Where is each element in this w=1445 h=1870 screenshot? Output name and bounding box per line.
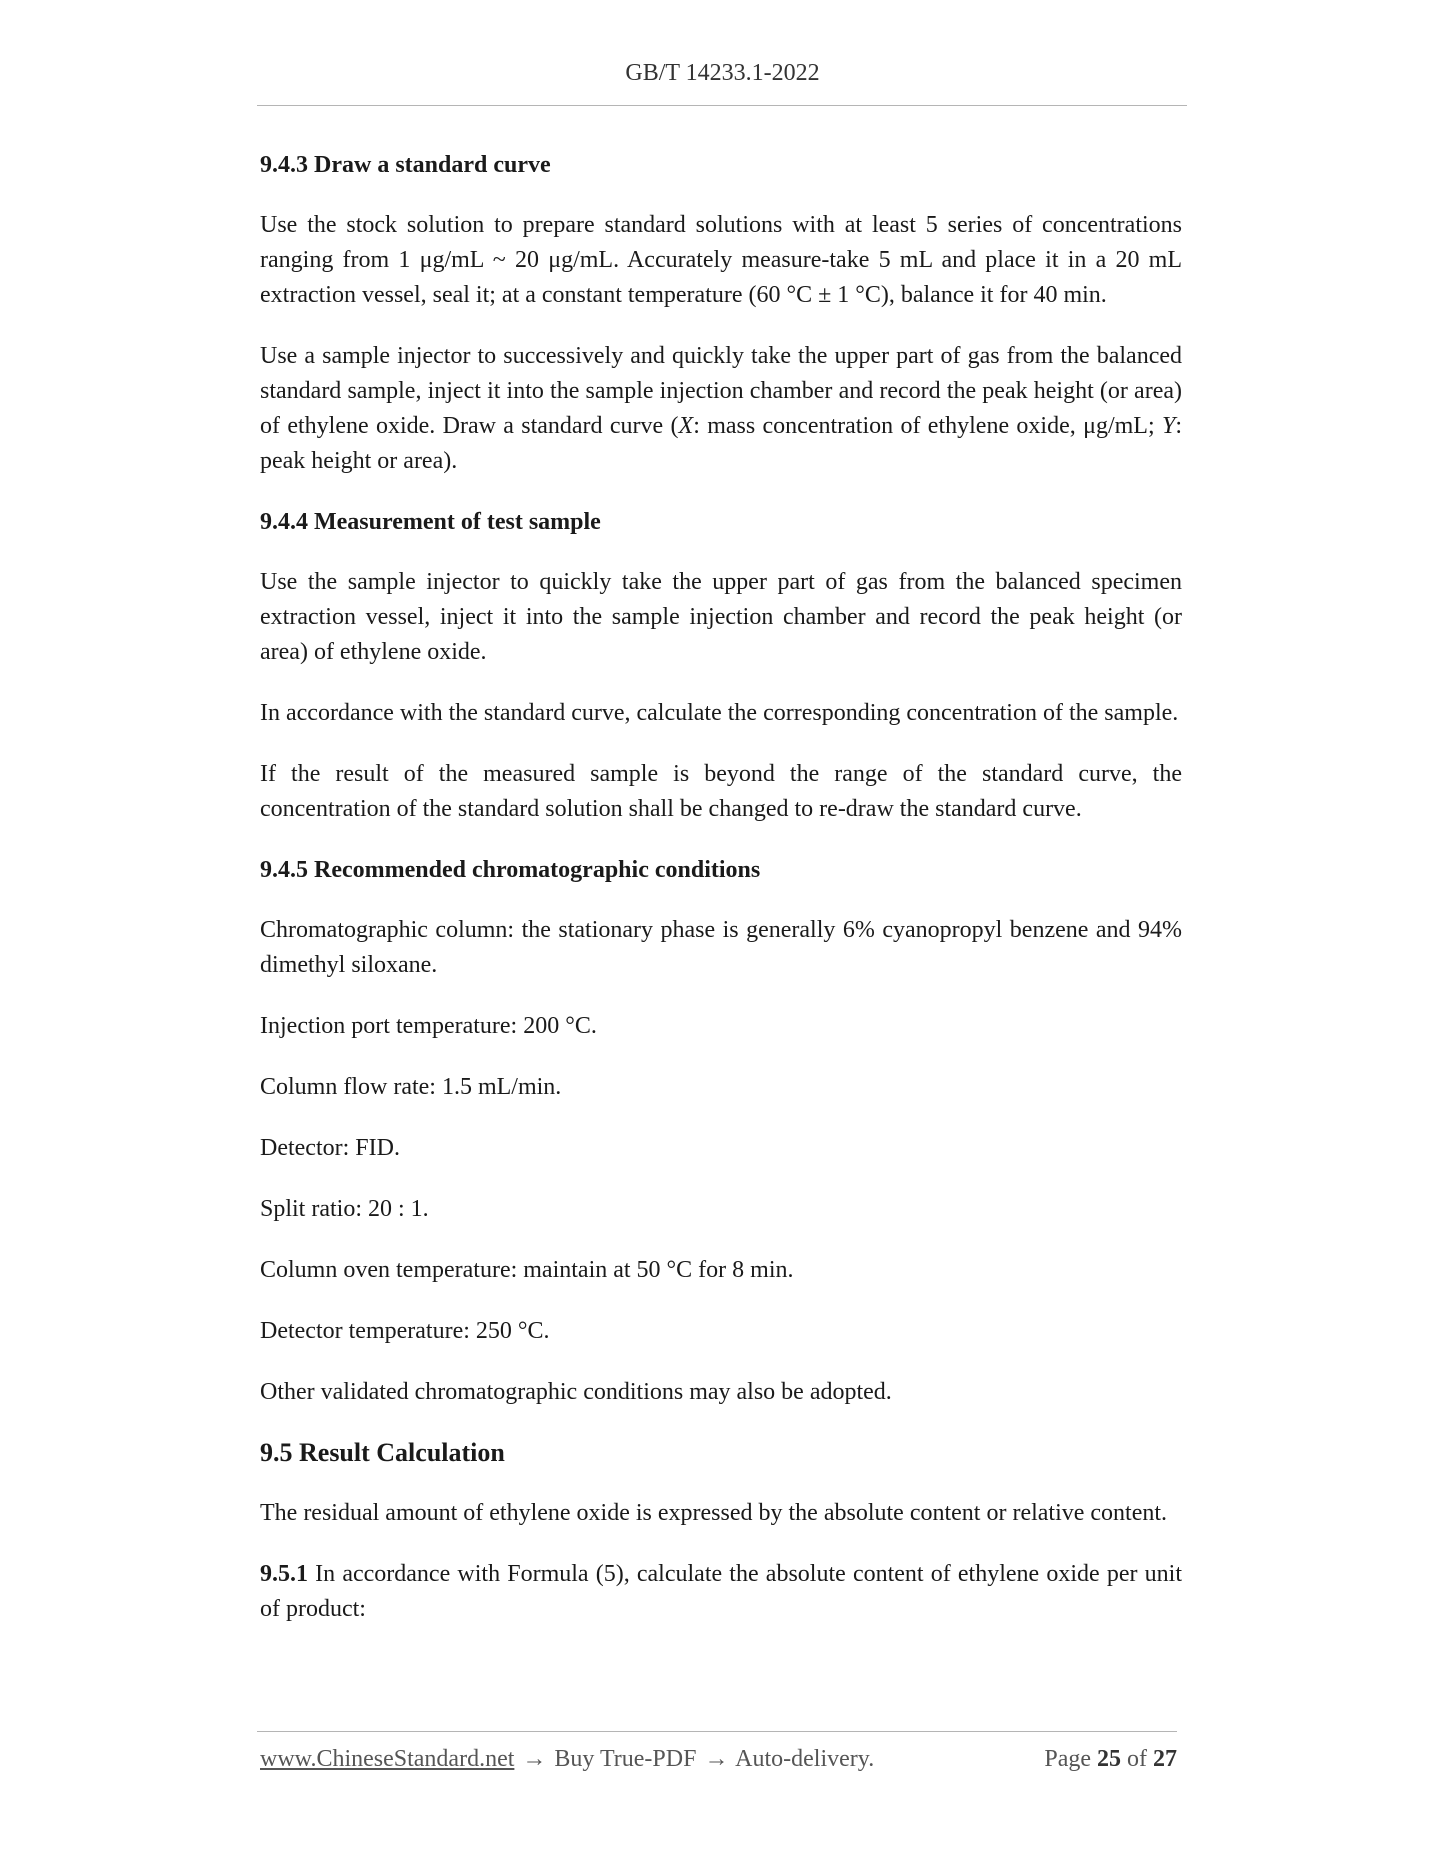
paragraph-sample-injection: Use the sample injector to quickly take the upper part of gas from the balanced specimen extraction vessel, inject it into the sample injection chamber and record the peak height (or area) of ethylene oxide. (260, 569, 1182, 665)
page-label: Page (1044, 1746, 1091, 1772)
clause-text: In accordance with Formula (5), calculate the absolute content of ethylene oxide per unit of product: (260, 1561, 1182, 1622)
auto-delivery-text: Auto-delivery. (735, 1746, 875, 1772)
heading-9-4-3: 9.4.3 Draw a standard curve (260, 152, 551, 178)
condition-column: Chromatographic column: the stationary phase is generally 6% cyanopropyl benzene and 94% dimethyl siloxane. (260, 917, 1182, 978)
document-header (0, 60, 1445, 87)
paragraph-standard-solutions: Use the stock solution to prepare standard solutions with at least 5 series of concentrations ranging from 1 μg/mL ~ 20 μg/mL. Accurately measure-take 5 mL and place it in a 20 mL extraction vessel, seal it; at a constant temperature (60 °C ± 1 °C), balance it for 40 min. (260, 212, 1182, 308)
paragraph-calc-concentration: In accordance with the standard curve, calculate the corresponding concentration of the sample. (260, 700, 1179, 726)
text-fragment: : mass concentration of ethylene oxide, μg/mL; (693, 413, 1162, 439)
website-link[interactable]: www.ChineseStandard.net (260, 1746, 515, 1772)
condition-detector: Detector: FID. (260, 1135, 400, 1161)
buy-pdf-text: Buy True-PDF (554, 1746, 697, 1772)
condition-detector-temperature: Detector temperature: 250 °C. (260, 1318, 550, 1344)
condition-flow-rate: Column flow rate: 1.5 mL/min. (260, 1074, 562, 1100)
paragraph-draw-curve (260, 339, 1182, 479)
condition-injection-port: Injection port temperature: 200 °C. (260, 1013, 597, 1039)
heading-9-4-5: 9.4.5 Recommended chromatographic conditions (260, 857, 761, 883)
text-fragment: : peak height or area). (260, 413, 1182, 474)
arrow-right-icon: → (704, 1746, 729, 1772)
paragraph-9-5-1 (260, 1557, 1182, 1627)
text-fragment: Use a sample injector to successively and quickly take the upper part of gas from the balanced standard sample, inject it into the sample injection chamber and record the peak height (or area) of ethylene oxide. Draw a standard curve ( (260, 343, 1182, 439)
footer-promo (260, 1746, 874, 1773)
heading-9-5: 9.5 Result Calculation (260, 1438, 505, 1467)
of-label: of (1127, 1746, 1147, 1772)
clause-number: 9.5.1 (260, 1561, 308, 1587)
paragraph-residual-amount: The residual amount of ethylene oxide is expressed by the absolute content or relative content. (260, 1500, 1168, 1526)
footer-divider (257, 1731, 1177, 1732)
condition-other: Other validated chromatographic conditions may also be adopted. (260, 1379, 892, 1405)
heading-9-4-4: 9.4.4 Measurement of test sample (260, 509, 601, 535)
page-number: 25 (1097, 1746, 1121, 1772)
variable-x: X (678, 413, 694, 439)
paragraph-out-of-range: If the result of the measured sample is beyond the range of the standard curve, the concentration of the standard solution shall be changed to re-draw the standard curve. (260, 761, 1182, 822)
arrow-right-icon: → (522, 1746, 547, 1772)
page-total: 27 (1153, 1746, 1177, 1772)
document-id: GB/T 14233.1-2022 (625, 60, 820, 86)
variable-y: Y (1161, 413, 1176, 439)
page-counter (1044, 1746, 1177, 1773)
header-divider (257, 105, 1187, 106)
condition-split-ratio: Split ratio: 20 : 1. (260, 1196, 429, 1222)
document-body (260, 148, 1182, 1627)
condition-oven-temperature: Column oven temperature: maintain at 50 °C for 8 min. (260, 1257, 794, 1283)
